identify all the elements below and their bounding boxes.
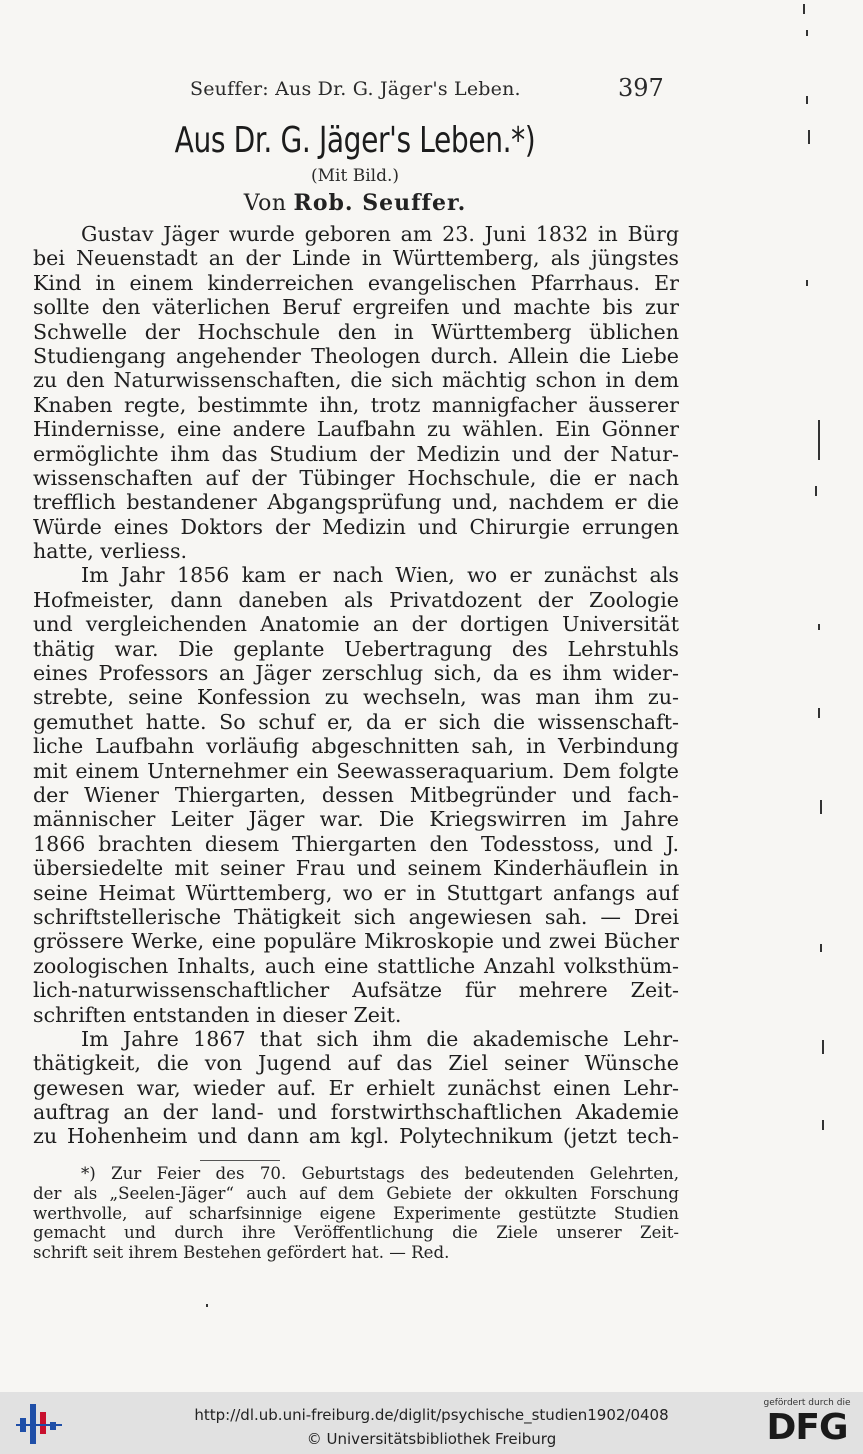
article-body xyxy=(33,222,679,1149)
body-line: bei Neuenstadt an der Linde in Württemberg, als jüngstes xyxy=(33,246,679,271)
body-line: Hindernisse, eine andere Laufbahn zu wählen. Ein Gönner xyxy=(33,417,679,442)
body-line: Würde eines Doktors der Medizin und Chirurgie errungen xyxy=(33,514,679,539)
body-line: übersiedelte mit seiner Frau und seinem Kinderhäuflein in xyxy=(33,856,679,881)
body-line: 1866 brachten diesem Thiergarten den Todesstoss, und J. xyxy=(33,831,679,856)
scan-speck xyxy=(815,486,817,496)
body-line: strebte, seine Konfession zu wechseln, was man ihm zu- xyxy=(33,685,679,710)
body-line: thätigkeit, die von Jugend auf das Ziel seiner Wünsche xyxy=(33,1051,679,1076)
footnote-line: gemacht und durch ihre Veröffentlichung die Ziele unserer Zeit- xyxy=(33,1223,679,1243)
body-line: Studiengang angehender Theologen durch. Allein die Liebe xyxy=(33,343,679,368)
body-line: Schwelle der Hochschule den in Württemberg üblichen xyxy=(33,319,679,344)
scan-speck xyxy=(820,800,822,814)
body-line: zoologischen Inhalts, auch eine stattliche Anzahl volksthüm- xyxy=(33,953,679,978)
body-line: trefflich bestandener Abgangsprüfung und, nachdem er die xyxy=(33,490,679,515)
scan-speck xyxy=(803,4,805,14)
copyright-notice: © Universitätsbibliothek Freiburg xyxy=(306,1430,557,1448)
body-line: männischer Leiter Jäger war. Die Kriegswirren im Jahre xyxy=(33,807,679,832)
body-line: auftrag an der land- und forstwirthschaftlichen Akademie xyxy=(33,1100,679,1125)
scan-speck xyxy=(806,280,808,286)
dfg-logo: DFG xyxy=(766,1407,848,1448)
body-line: thätig war. Die geplante Uebertragung des Lehrstuhls xyxy=(33,636,679,661)
body-line: hatte, verliess. xyxy=(33,539,188,564)
byline-author: Rob. Seuffer. xyxy=(293,190,467,216)
footnote-rule xyxy=(200,1160,280,1161)
body-line: und vergleichenden Anatomie an der dortigen Universität xyxy=(33,612,679,637)
body-line: liche Laufbahn vorläufig abgeschnitten sah, in Verbindung xyxy=(33,734,679,759)
scan-speck xyxy=(818,420,820,460)
byline xyxy=(0,190,710,216)
footnote-line: der als „Seelen-Jäger“ auch auf dem Gebiete der okkulten Forschung xyxy=(33,1183,679,1203)
body-line: Knaben regte, bestimmte ihn, trotz mannigfacher äusserer xyxy=(33,392,679,417)
body-line: Gustav Jäger wurde geboren am 23. Juni 1832 in Bürg xyxy=(81,222,679,246)
page-number: 397 xyxy=(618,74,664,102)
body-line: eines Professors an Jäger zerschlug sich, da es ihm wider- xyxy=(33,661,679,686)
body-line: mit einem Unternehmer ein Seewasseraquarium. Dem folgte xyxy=(33,758,679,783)
article-subtitle: (Mit Bild.) xyxy=(311,166,399,186)
body-line: Im Jahre 1867 that sich ihm die akademische Lehr- xyxy=(81,1026,679,1051)
dfg-sponsor[interactable] xyxy=(757,1396,857,1452)
scan-speck xyxy=(822,1040,824,1054)
body-line: lich-naturwissenschaftlicher Aufsätze für mehrere Zeit- xyxy=(33,978,679,1003)
body-line: wissenschaften auf der Tübinger Hochschule, die er nach xyxy=(33,465,679,490)
scan-speck xyxy=(806,96,808,104)
body-line: seine Heimat Württemberg, wo er in Stuttgart anfangs auf xyxy=(33,880,679,905)
scan-speck xyxy=(820,944,822,952)
viewer-footer xyxy=(0,1392,863,1454)
body-line: schriftstellerische Thätigkeit sich angewiesen sah. — Drei xyxy=(33,904,679,929)
scan-speck xyxy=(808,130,810,144)
body-line: Hofmeister, dann daneben als Privatdozent der Zoologie xyxy=(33,587,679,612)
scan-speck xyxy=(818,624,820,630)
dfg-caption: gefördert durch die xyxy=(763,1398,851,1408)
footnote-line: schrift seit ihrem Bestehen gefördert hat. — Red. xyxy=(33,1243,450,1263)
body-line: zu Hohenheim und dann am kgl. Polytechnikum (jetzt tech- xyxy=(33,1124,679,1149)
body-line: der Wiener Thiergarten, dessen Mitbegründer und fach- xyxy=(33,782,679,807)
scan-speck xyxy=(806,30,808,36)
body-line: Im Jahr 1856 kam er nach Wien, wo er zunächst als xyxy=(81,563,679,588)
scan-speck xyxy=(818,708,820,718)
scan-speck xyxy=(206,1304,208,1307)
footnote-line: werthvolle, auf scharfsinnige eigene Experimente gestützte Studien xyxy=(33,1203,679,1223)
body-line: schriften entstanden in dieser Zeit. xyxy=(33,1002,402,1027)
running-head: Seuffer: Aus Dr. G. Jäger's Leben. xyxy=(190,78,521,100)
body-line: gewesen war, wieder auf. Er erhielt zunächst einen Lehr- xyxy=(33,1075,679,1100)
article-title: Aus Dr. G. Jäger's Leben.*) xyxy=(174,120,536,161)
permalink-url[interactable]: http://dl.ub.uni-freiburg.de/diglit/psychische_studien1902/0408 xyxy=(194,1406,669,1424)
body-line: gemuthet hatte. So schuf er, da er sich die wissenschaft- xyxy=(33,709,679,734)
footnote-line: *) Zur Feier des 70. Geburtstags des bedeutenden Gelehrten, xyxy=(81,1164,679,1183)
body-line: ermöglichte ihm das Studium der Medizin und der Natur- xyxy=(33,441,679,466)
body-line: sollte den väterlichen Beruf ergreifen und machte bis zur xyxy=(33,295,679,320)
byline-prefix: Von xyxy=(243,191,287,216)
body-line: grössere Werke, eine populäre Mikroskopie und zwei Bücher xyxy=(33,929,679,954)
footnote xyxy=(33,1164,679,1263)
body-line: zu den Naturwissenschaften, die sich mächtig schon in dem xyxy=(33,368,679,393)
body-line: Kind in einem kinderreichen evangelischen Pfarrhaus. Er xyxy=(33,270,679,295)
scan-speck xyxy=(822,1120,824,1130)
